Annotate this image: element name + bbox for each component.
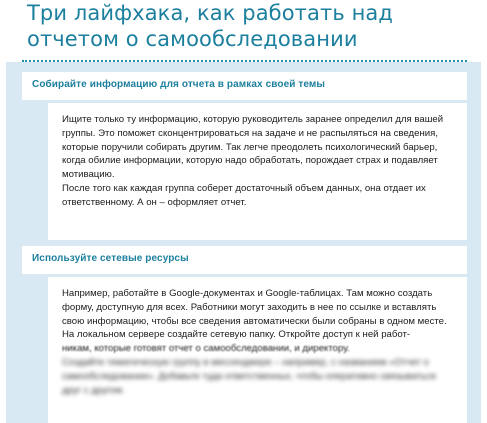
section-card bbox=[48, 103, 467, 240]
section-collect-info bbox=[22, 72, 467, 240]
section-heading-bar bbox=[22, 246, 467, 274]
paragraph: Ищите только ту информацию, которую руководитель заранее определил для вашей группы. Это поможет сконцентрироваться на задаче и не распыляться на сведения, которые поручили собирать другим. Так легче преодолеть психологический барьер, когда обилие информации, которую надо обработать, порождает страх и подавляет мотивацию. bbox=[62, 114, 444, 181]
section-heading-bar bbox=[22, 72, 467, 100]
page-title: Три лайфхака, как работать над отчетом о самообследовании bbox=[27, 1, 393, 51]
section-card bbox=[48, 277, 467, 423]
section-heading: Используйте сетевые ресурсы bbox=[32, 253, 189, 264]
section-network-resources bbox=[22, 246, 467, 423]
paragraph-partially-blurred: никам, которые готовят отчет о самообследовании, и директору. bbox=[62, 343, 350, 355]
paragraph: Например, работайте в Google-документах и Google-таблицах. Там можно создать форму, доступную для всех. Работники могут заходить в нее по ссылке и вставлять свою информацию, чтобы все сведения автоматически были собраны в одном месте. bbox=[62, 288, 447, 327]
section-heading: Собирайте информацию для отчета в рамках своей темы bbox=[32, 79, 326, 90]
paragraph: После того как каждая группа соберет достаточный объем данных, она отдает их ответственному. А он – оформляет отчет. bbox=[62, 182, 426, 208]
right-margin-strip bbox=[481, 0, 487, 423]
left-margin-strip bbox=[0, 0, 6, 423]
paragraph: На локальном сервере создайте сетевую папку. Откройте доступ к ней работ- bbox=[62, 329, 411, 341]
dotted-divider bbox=[22, 60, 467, 62]
header bbox=[6, 0, 481, 62]
paragraph-blurred: Создайте тематическую группу в мессенджере – например, с названием «Отчет о самообследовании». Добавьте туда ответственных, чтобы оперативно связываться друг с другом. bbox=[62, 356, 436, 396]
